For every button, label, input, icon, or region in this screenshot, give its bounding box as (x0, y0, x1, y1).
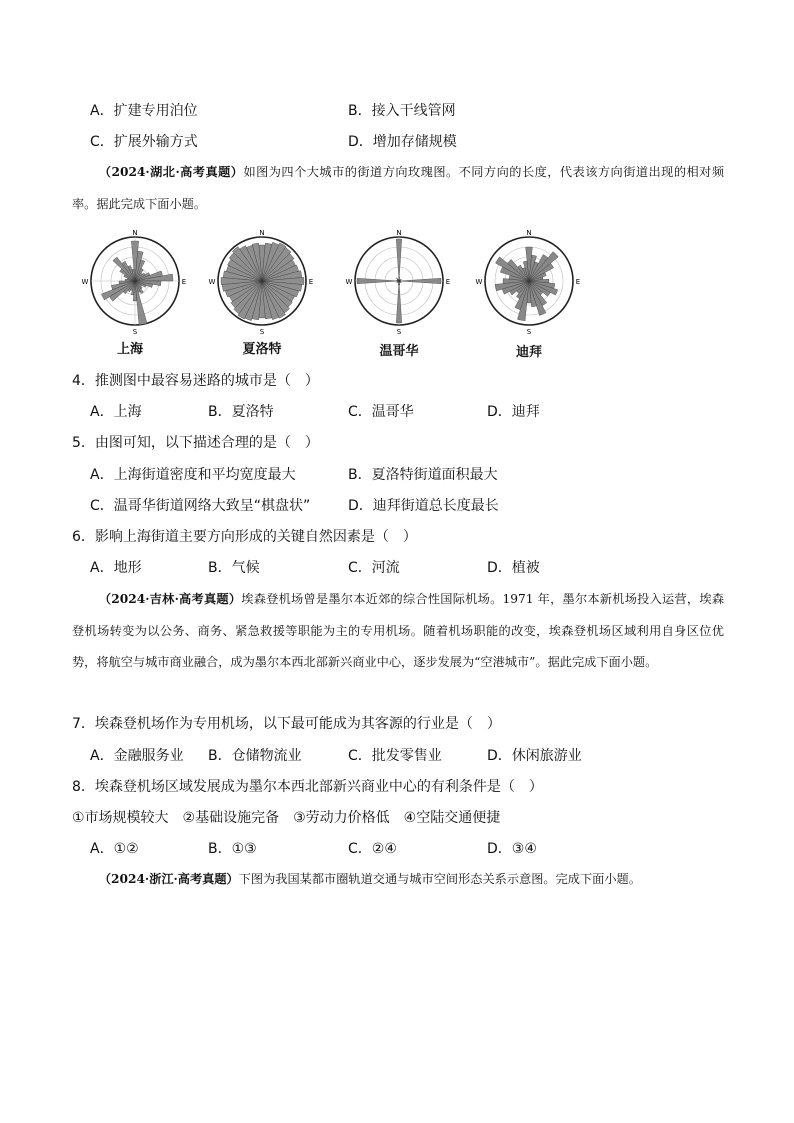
q6-option-c[interactable]: C．河流 (348, 560, 400, 576)
q6-option-d[interactable]: D．植被 (487, 560, 540, 576)
intro-hubei-source: （2024·湖北·高考真题） (98, 165, 244, 179)
question-8: 8．埃森登机场区域发展成为墨尔本西北部新兴商业中心的有利条件是（ ） (72, 779, 543, 795)
rose-petal (357, 278, 399, 284)
intro-zhejiang-source: （2024·浙江·高考真题） (98, 872, 239, 886)
q4-option-d[interactable]: D．迪拜 (487, 404, 540, 420)
q5-option-a[interactable]: A．上海街道密度和平均宽度最大 (90, 467, 296, 483)
question-7: 7．埃森登机场作为专用机场，以下最可能成为其客源的行业是（ ） (72, 716, 501, 732)
prev-option-b: B．接入干线管网 (348, 103, 456, 119)
rose-label-shanghai: 上海 (116, 342, 143, 357)
q8-option-a[interactable]: A．①② (90, 841, 139, 857)
compass-e: E (181, 278, 187, 286)
q7-option-c[interactable]: C．批发零售业 (348, 748, 442, 764)
q8-option-d[interactable]: D．③④ (487, 841, 537, 857)
compass-w: W (81, 278, 89, 286)
rose-vancouver (344, 226, 454, 336)
rose-petal (396, 281, 402, 323)
prev-option-d: D．增加存储规模 (348, 134, 457, 150)
q5-option-d[interactable]: D．迪拜街道总长度最长 (348, 498, 499, 514)
q7-option-b[interactable]: B．仓储物流业 (208, 748, 302, 764)
q4-option-c[interactable]: C．温哥华 (348, 404, 414, 420)
q8-statements: ①市场规模较大 ②基础设施完备 ③劳动力价格低 ④空陆交通便捷 (72, 810, 501, 826)
intro-hubei-text: 如图为四个大城市的街道方向玫瑰图。不同方向的长度，代表该方向街道出现的相对频率。据此完成下面小题。 (72, 165, 725, 211)
q8-option-c[interactable]: C．②④ (348, 841, 397, 857)
rose-shanghai (80, 226, 190, 336)
compass-e: E (575, 278, 581, 286)
q6-option-b[interactable]: B．气候 (208, 560, 260, 576)
q8-option-b[interactable]: B．①③ (208, 841, 257, 857)
q6-option-a[interactable]: A．地形 (90, 560, 142, 576)
intro-jilin-source: （2024·吉林·高考真题） (98, 592, 242, 606)
intro-zhejiang (72, 864, 724, 896)
compass-w: W (345, 278, 353, 286)
compass-n: N (396, 229, 402, 237)
compass-s: S (132, 328, 138, 336)
rose-charlotte-petals (221, 242, 304, 320)
question-4: 4．推测图中最容易迷路的城市是（ ） (72, 373, 319, 389)
compass-n: N (259, 229, 265, 237)
intro-jilin-text: 埃森登机场曾是墨尔本近郊的综合性国际机场。1971 年，墨尔本新机场投入运营，埃森登机场转变为以公务、商务、紧急救援等职能为主的专用机场。随着机场职能的改变，埃森登机场区域利用自身区位优势，将航空与城市商业融合，成为墨尔本西北部新兴商业中心，逐步发展为“空港城市”。据此完成下面小题。 (72, 592, 725, 669)
q5-option-c[interactable]: C．温哥华街道网络大致呈“棋盘状” (90, 498, 311, 514)
rose-charlotte (207, 226, 317, 336)
rose-label-vancouver: 温哥华 (379, 344, 419, 359)
q4-option-b[interactable]: B．夏洛特 (208, 404, 274, 420)
rose-petal (396, 239, 402, 281)
compass-n: N (132, 229, 138, 237)
intro-hubei (72, 157, 724, 220)
compass-w: W (475, 278, 483, 286)
intro-jilin (72, 584, 724, 679)
intro-zhejiang-text: 下图为我国某都市圈轨道交通与城市空间形态关系示意图。完成下面小题。 (238, 872, 641, 886)
q4-option-a[interactable]: A．上海 (90, 404, 142, 420)
compass-e: E (445, 278, 451, 286)
compass-s: S (396, 328, 402, 336)
rose-shanghai-petals (101, 241, 173, 325)
rose-vancouver-petals (357, 239, 441, 323)
rose-label-dubai: 迪拜 (515, 345, 542, 360)
rose-petal (399, 278, 441, 284)
rose-dubai (474, 226, 584, 336)
compass-w: W (208, 278, 216, 286)
compass-s: S (259, 328, 265, 336)
question-6: 6．影响上海街道主要方向形成的关键自然因素是（ ） (72, 529, 417, 545)
compass-e: E (308, 278, 314, 286)
q7-option-d[interactable]: D．休闲旅游业 (487, 748, 582, 764)
rose-label-charlotte: 夏洛特 (242, 342, 282, 357)
question-5: 5．由图可知，以下描述合理的是（ ） (72, 435, 319, 451)
q5-option-b[interactable]: B．夏洛特街道面积最大 (348, 467, 498, 483)
compass-n: N (526, 229, 532, 237)
rose-dubai-petals (495, 247, 558, 321)
q7-option-a[interactable]: A．金融服务业 (90, 748, 184, 764)
compass-s: S (526, 328, 532, 336)
prev-option-a: A．扩建专用泊位 (90, 103, 198, 119)
prev-option-c: C．扩展外输方式 (90, 134, 198, 150)
